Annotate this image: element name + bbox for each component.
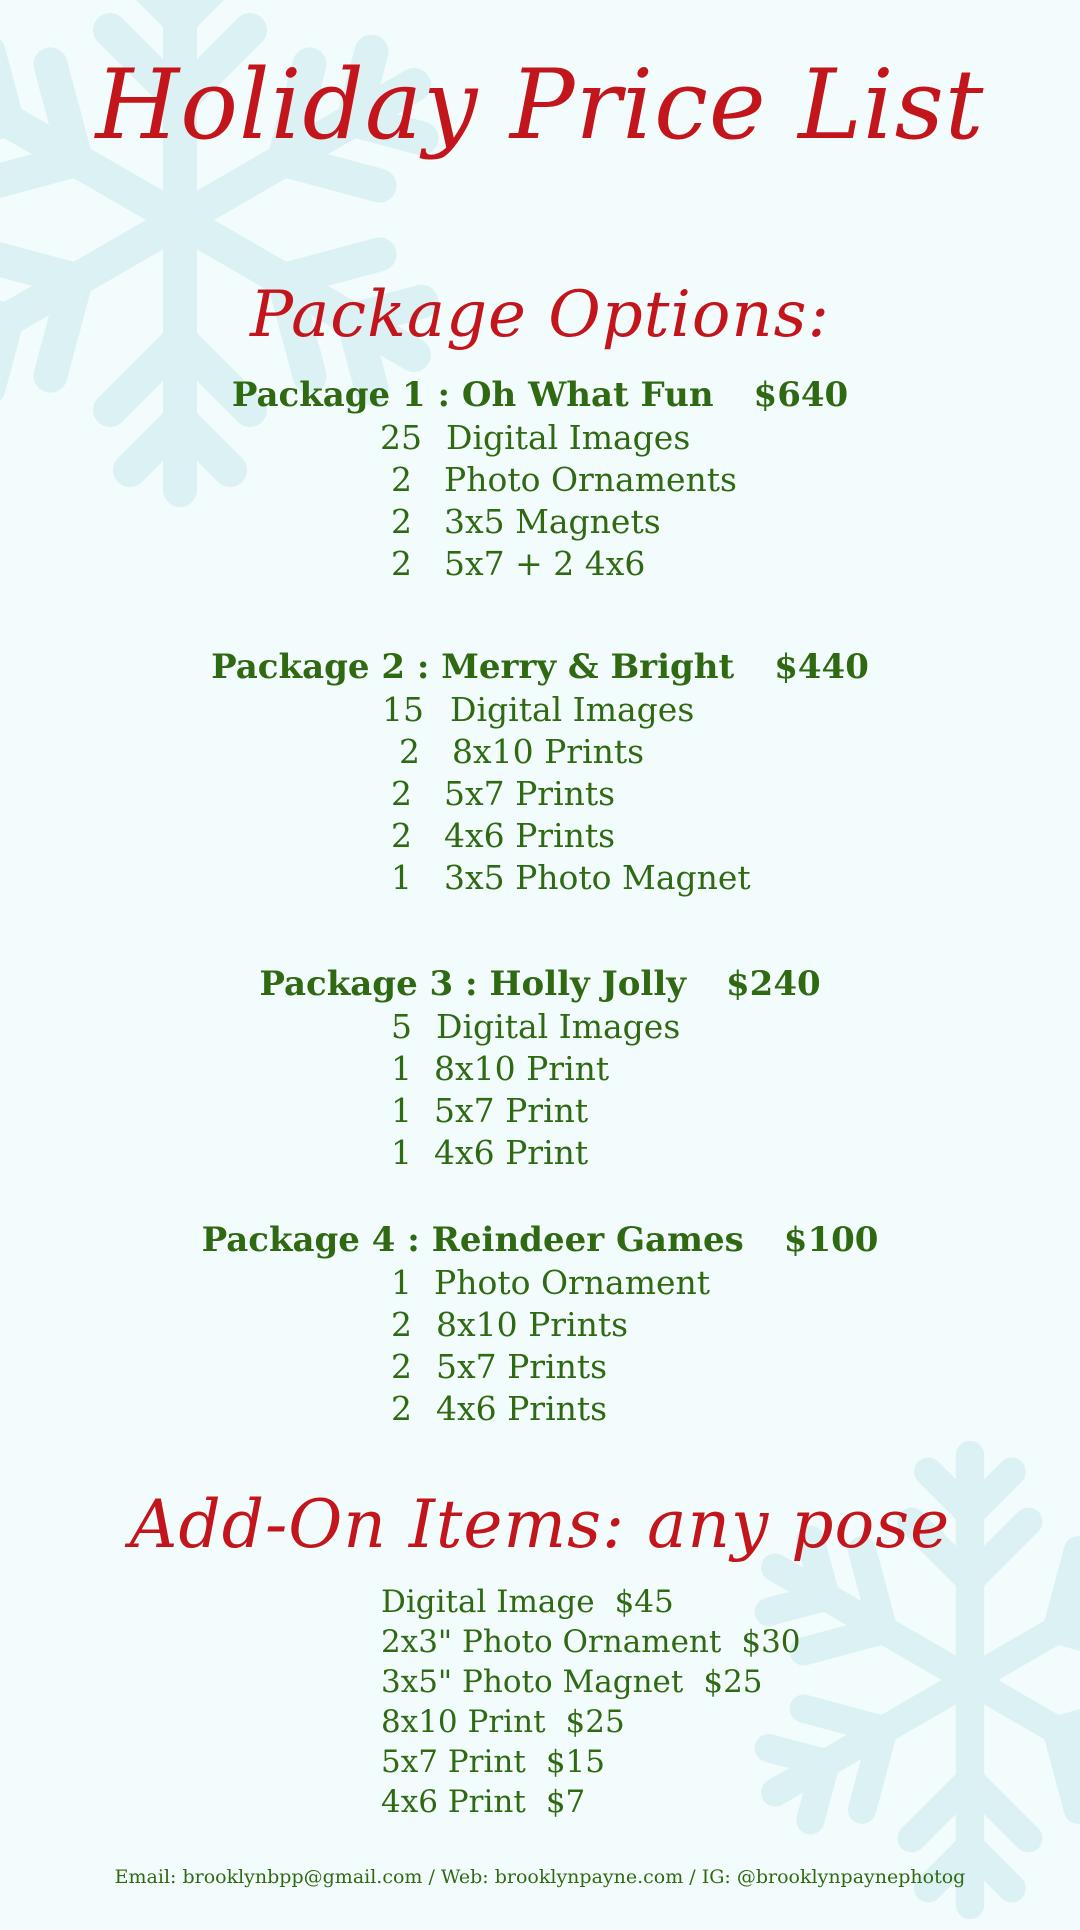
item-label: Photo Ornaments: [444, 460, 737, 499]
package-name: Package 1 : Oh What Fun: [231, 375, 714, 415]
addon-price: $25: [703, 1664, 763, 1700]
page-title: Holiday Price List: [95, 49, 985, 161]
addon-price: $25: [565, 1704, 625, 1740]
package-1: [0, 373, 1080, 585]
list-item: [0, 1262, 1080, 1304]
item-label: Photo Ornament: [434, 1263, 711, 1302]
item-label: 8x10 Print: [434, 1049, 610, 1088]
item-qty: 1: [391, 1049, 412, 1088]
item-label: 8x10 Prints: [452, 732, 645, 771]
item-label: 4x6 Print: [434, 1133, 589, 1172]
addon-items-heading: Add-On Items: any pose: [129, 1486, 951, 1563]
item-qty: 2: [391, 1389, 412, 1428]
item-qty: 1: [391, 1133, 412, 1172]
list-item: [0, 815, 1080, 857]
item-qty: 2: [399, 732, 420, 771]
item-label: 5x7 Print: [434, 1091, 589, 1130]
package-price: $240: [726, 964, 821, 1004]
package-title: [0, 373, 1080, 417]
list-item: [0, 773, 1080, 815]
list-item: [0, 543, 1080, 585]
item-label: 5x7 + 2 4x6: [444, 544, 646, 583]
item-qty: 2: [391, 1305, 412, 1344]
item-qty: 5: [391, 1007, 412, 1046]
list-item: [0, 1006, 1080, 1048]
list-item: [381, 1782, 801, 1822]
list-item: [0, 1388, 1080, 1430]
addon-label: 3x5" Photo Magnet: [381, 1664, 684, 1700]
list-item: [0, 501, 1080, 543]
item-label: 3x5 Magnets: [444, 502, 661, 541]
item-label: Digital Images: [436, 1007, 681, 1046]
item-qty: 2: [391, 1347, 412, 1386]
addon-price: $45: [614, 1584, 674, 1620]
addon-price: $30: [741, 1624, 801, 1660]
list-item: [0, 1346, 1080, 1388]
package-name: Package 2 : Merry & Bright: [211, 647, 735, 687]
item-label: Digital Images: [446, 418, 691, 457]
package-name: Package 3 : Holly Jolly: [259, 964, 687, 1004]
addon-label: Digital Image: [381, 1584, 595, 1620]
package-3: [0, 962, 1080, 1174]
item-qty: 1: [391, 1263, 412, 1302]
item-label: Digital Images: [450, 690, 695, 729]
addon-label: 8x10 Print: [381, 1704, 546, 1740]
list-item: [0, 1090, 1080, 1132]
item-label: 4x6 Prints: [444, 816, 616, 855]
item-label: 8x10 Prints: [436, 1305, 629, 1344]
item-label: 5x7 Prints: [436, 1347, 608, 1386]
item-label: 4x6 Prints: [436, 1389, 608, 1428]
item-qty: 2: [391, 544, 412, 583]
addon-label: 4x6 Print: [381, 1784, 526, 1820]
item-qty: 1: [391, 1091, 412, 1130]
list-item: [381, 1702, 801, 1742]
item-qty: 2: [391, 816, 412, 855]
list-item: [0, 1048, 1080, 1090]
addon-price: $15: [545, 1744, 605, 1780]
addon-label: 5x7 Print: [381, 1744, 526, 1780]
addon-price: $7: [545, 1784, 586, 1820]
list-item: [0, 459, 1080, 501]
item-qty: 15: [382, 690, 424, 729]
package-title: [0, 645, 1080, 689]
list-item: [381, 1622, 801, 1662]
list-item: [381, 1582, 801, 1622]
list-item: [0, 417, 1080, 459]
package-title: [0, 1218, 1080, 1262]
contact-footer: Email: brooklynbpp@gmail.com / Web: brooklynpayne.com / IG: @brooklynpaynephotog: [114, 1866, 966, 1888]
addon-label: 2x3" Photo Ornament: [381, 1624, 722, 1660]
package-price: $440: [774, 647, 869, 687]
item-qty: 2: [391, 460, 412, 499]
item-qty: 2: [391, 774, 412, 813]
package-price: $640: [753, 375, 849, 415]
package-title: [0, 962, 1080, 1006]
addon-list: [381, 1582, 801, 1822]
list-item: [0, 689, 1080, 731]
package-name: Package 4 : Reindeer Games: [201, 1220, 744, 1260]
package-price: $100: [783, 1220, 879, 1260]
item-label: 3x5 Photo Magnet: [444, 858, 751, 897]
package-4: [0, 1218, 1080, 1430]
list-item: [0, 857, 1080, 899]
list-item: [381, 1742, 801, 1782]
item-qty: 25: [380, 418, 422, 457]
list-item: [0, 731, 1080, 773]
item-qty: 2: [391, 502, 412, 541]
list-item: [0, 1304, 1080, 1346]
list-item: [381, 1662, 801, 1702]
item-qty: 1: [391, 858, 412, 897]
list-item: [0, 1132, 1080, 1174]
item-label: 5x7 Prints: [444, 774, 616, 813]
package-options-heading: Package Options:: [249, 278, 831, 352]
package-2: [0, 645, 1080, 899]
